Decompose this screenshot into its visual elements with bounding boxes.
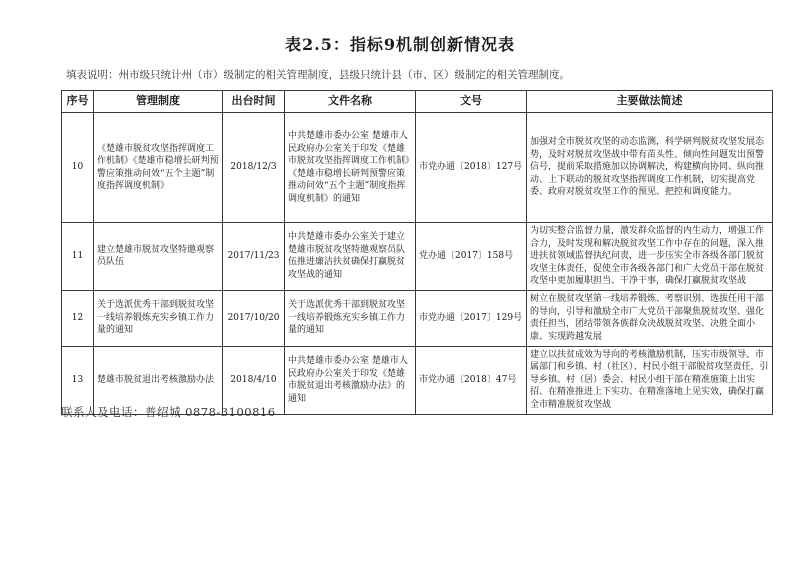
table-header-row: [62, 91, 773, 113]
row-doc-no: 市党办通〔2018〕47号: [416, 346, 527, 414]
row-date: 2018/4/10: [223, 346, 285, 414]
row-doc-no: 市党办通〔2017〕129号: [416, 290, 527, 346]
row-desc: 为切实整合监督力量，激发群众监督的内生动力，增强工作合力，及时发现和解决脱贫攻坚工作中存在的问题，深入推进扶贫领域监督执纪问责，进一步压实全市各级各部门脱贫攻坚主体责任，促使全市各级各部门和广大党员干部在脱贫攻坚中更加履职担当、干净干事，确保打赢脱贫攻坚战: [527, 223, 773, 291]
row-no: 10: [62, 113, 94, 223]
row-desc: 加强对全市脱贫攻坚的动态监测，科学研判脱贫攻坚发展态势，及时对脱贫攻坚战中带有苗头性、倾向性问题发出预警信号，提前采取措施加以协调解决，构建横向协同、纵向推动、上下联动的脱贫攻坚指挥调度工作机制，切实提高党委、政府对脱贫攻坚工作的预见、把控和调度能力。: [527, 113, 773, 223]
row-date: 2017/11/23: [223, 223, 285, 291]
col-header-date: 出台时间: [223, 91, 285, 113]
col-header-desc: 主要做法简述: [527, 91, 773, 113]
table-row: [62, 113, 773, 223]
row-date: 2017/10/20: [223, 290, 285, 346]
row-system: 《楚雄市脱贫攻坚指挥调度工作机制》《楚雄市稳增长研判预警应策推动问效“五个主题”制度指挥调度机制》: [94, 113, 223, 223]
row-file: 关于选派优秀干部到脱贫攻坚一线培养锻炼充实乡镇工作力量的通知: [285, 290, 416, 346]
contact-info: 联系人及电话：普绍城 0878-3100816: [61, 405, 276, 419]
mechanism-innovation-table: [61, 90, 773, 415]
row-file: 中共楚雄市委办公室 楚雄市人民政府办公室关于印发《楚雄市脱贫攻坚指挥调度工作机制》《楚雄市稳增长研判预警应策推动问效“五个主题”制度指挥调度机制》的通知: [285, 113, 416, 223]
col-header-no: 序号: [62, 91, 94, 113]
col-header-doc-no: 文号: [416, 91, 527, 113]
row-file: 中共楚雄市委办公室关于建立楚雄市脱贫攻坚特邀观察员队伍推进廉洁扶贫确保打赢脱贫攻坚战的通知: [285, 223, 416, 291]
row-file: 中共楚雄市委办公室 楚雄市人民政府办公室关于印发《楚雄市脱贫退出考核激励办法》的通知: [285, 346, 416, 414]
row-desc: 建立以扶贫成效为导向的考核激励机制，压实市级领导、市属部门和乡镇、村（社区）、村民小组干部脱贫攻坚责任，引导乡镇、村（居）委会、村民小组干部在精准施策上出实招、在精准推进上下实功、在精准落地上见实效，确保打赢全市精准脱贫攻坚战: [527, 346, 773, 414]
row-desc: 树立在脱贫攻坚第一线培养锻炼、考察识别、选拔任用干部的导向，引导和激励全市广大党员干部聚焦脱贫攻坚、强化责任担当，团结带领各族群众决战脱贫攻坚、决胜全面小康、实现跨越发展: [527, 290, 773, 346]
fill-instructions: 填表说明：州市级只统计州（市）级制定的相关管理制度，县级只统计县（市、区）级制定的相关管理制度。: [66, 69, 570, 81]
table-title: 表2.5：指标9机制创新情况表: [285, 35, 515, 54]
row-no: 12: [62, 290, 94, 346]
row-no: 11: [62, 223, 94, 291]
row-system: 关于选派优秀干部到脱贫攻坚一线培养锻炼充实乡镇工作力量的通知: [94, 290, 223, 346]
table-row: [62, 223, 773, 291]
row-doc-no: 党办通〔2017〕158号: [416, 223, 527, 291]
row-system: 建立楚雄市脱贫攻坚特邀观察员队伍: [94, 223, 223, 291]
row-date: 2018/12/3: [223, 113, 285, 223]
row-no: 13: [62, 346, 94, 414]
col-header-file: 文件名称: [285, 91, 416, 113]
col-header-system: 管理制度: [94, 91, 223, 113]
row-doc-no: 市党办通〔2018〕127号: [416, 113, 527, 223]
row-system: 楚雄市脱贫退出考核激励办法: [94, 346, 223, 414]
table-row: [62, 290, 773, 346]
